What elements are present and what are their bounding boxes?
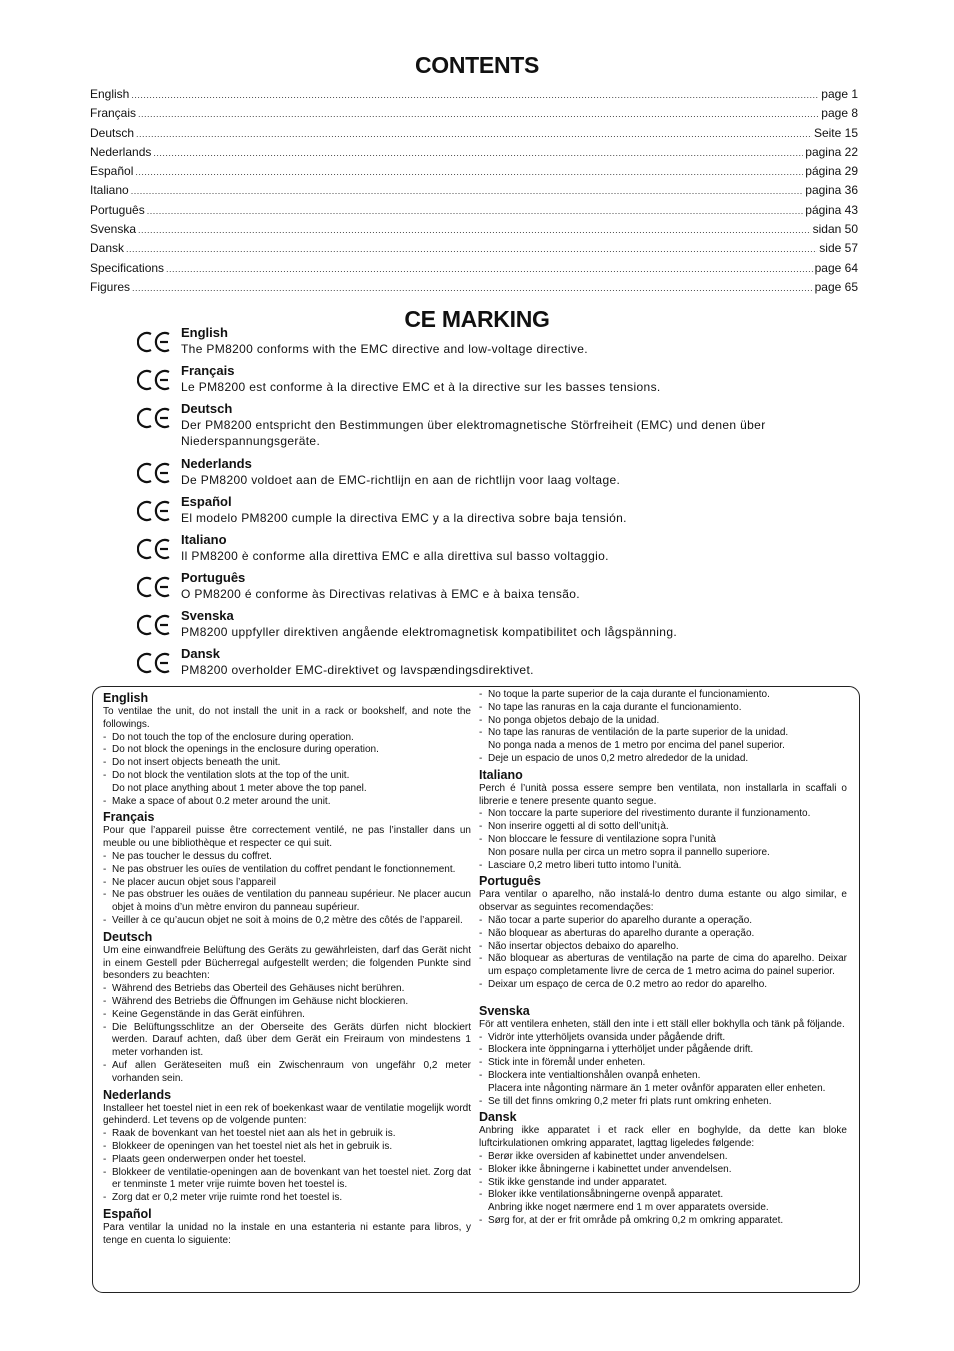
ventilation-section-title: Svenska [479, 1003, 530, 1018]
ce-marking-title: CE MARKING [404, 306, 550, 332]
ventilation-instruction: - Deje un espacio de unos 0,2 metro alrededor de la unidad. [479, 753, 847, 766]
ventilation-instruction: - No toque la parte superior de la caja durante el funcionamiento. [479, 689, 847, 702]
ventilation-instruction: - No tape las ranuras en la caja durante el funcionamiento. [479, 702, 847, 715]
ce-marking-language: Italiano [181, 532, 227, 547]
ventilation-instruction: - Die Belüftungsschlitze an der Oberseite des Geräts dürfen nicht blockiert werden. Darauf achten, daß über dem Gerät ein Freiraum von mindestens 1 meter vorhanden ist. [103, 1022, 471, 1060]
toc-entry[interactable] [90, 280, 858, 299]
toc-entry-label: English [90, 87, 130, 101]
toc-entry-label: Italiano [90, 183, 129, 198]
ventilation-instruction: - Do not block the ventilation slots at the top of the unit. Do not place anything about 1 meter above the top panel. [103, 770, 471, 796]
ventilation-instruction: - Non bloccare le fessure di ventilazione sopra l’unità Non posare nulla per circa un metro sopra il pannello superiore. [479, 834, 847, 860]
ventilation-section [479, 689, 847, 766]
toc-leader-dots [131, 90, 819, 100]
toc-leader-dots [132, 283, 813, 293]
ce-marking-statement: The PM8200 conforms with the EMC directive and low-voltage directive. [181, 342, 588, 356]
ventilation-section-intro: Perch é l’unità possa essere sempre ben ventilata, non installarla in scaffali o librerie e tenere presente quanto segue. [479, 782, 847, 807]
ventilation-section [103, 1088, 471, 1205]
ventilation-section [103, 1207, 471, 1248]
ventilation-section-title: Français [103, 810, 155, 825]
ventilation-instruction: - Auf allen Geräteseiten muß ein Zwischenraum von ungefähr 0,2 meter vorhanden sein. [103, 1060, 471, 1086]
toc-entry-page: Seite 15 [813, 125, 858, 140]
ventilation-instruction: - Ne pas toucher le dessus du coffret. [103, 851, 471, 864]
ce-marking-list [134, 325, 854, 684]
ventilation-column-right [479, 689, 847, 1228]
toc-leader-dots [166, 264, 813, 274]
ventilation-section-title: Italiano [479, 767, 523, 782]
ventilation-section [479, 874, 847, 991]
ventilation-instruction-list [479, 1032, 847, 1109]
toc-entry[interactable] [90, 145, 858, 164]
toc-leader-dots [153, 148, 803, 158]
ventilation-instruction-list [479, 915, 847, 992]
ventilation-instruction-list [479, 808, 847, 872]
toc-entry-label: Deutsch [90, 125, 135, 140]
ce-marking-item [134, 401, 854, 456]
ventilation-instruction: - Ne placer aucun objet sous l’appareil [103, 877, 471, 890]
ventilation-instruction: - Während des Betriebs das Oberteil des Gehäuses nicht berühren. [103, 983, 471, 996]
ventilation-instruction-list [103, 1128, 471, 1205]
ventilation-instruction: - Während des Betriebs die Öffnungen im Gehäuse nicht blockieren. [103, 996, 471, 1009]
ventilation-instruction: - Do not insert objects beneath the unit. [103, 757, 471, 770]
ventilation-instruction-list [103, 851, 471, 928]
toc-entry[interactable] [90, 126, 858, 145]
ce-marking-language: Nederlands [181, 456, 252, 471]
ventilation-section-intro: To ventilae the unit, do not install the unit in a rack or bookshelf, and note the followings. [103, 706, 471, 730]
ce-marking-language: Français [181, 363, 235, 378]
ventilation-section-title: Nederlands [103, 1087, 172, 1102]
toc-entry-page: page 8 [821, 106, 858, 121]
toc-entry-page: página 43 [805, 202, 858, 217]
toc-entry-page: page 1 [821, 87, 858, 101]
ventilation-section [103, 691, 471, 808]
ventilation-instruction: - Bloker ikke åbningerne i kabinettet under anvendelsen. [479, 1164, 847, 1177]
ce-marking-statement: PM8200 overholder EMC-direktivet og lavspændingsdirektivet. [181, 663, 534, 677]
ventilation-section-intro: Um eine einwandfreie Belüftung des Geräts zu gewährleisten, darf das Gerät nicht in einem Gestell pder Bücherregal aufgestellt werden; die folgenden Punkte sind besonders zu beachten: [103, 944, 471, 982]
ce-marking-statement: Il PM8200 è conforme alla direttiva EMC e alla direttiva sul basso voltaggio. [181, 549, 609, 563]
ventilation-section-title: Deutsch [103, 929, 153, 944]
ventilation-instruction: - Non toccare la parte superiore del rivestimento durante il funzionamento. [479, 808, 847, 821]
toc-entry-label: Português [90, 202, 145, 217]
ventilation-section [103, 930, 471, 1086]
ventilation-section-title: Português [479, 874, 541, 889]
ce-marking-item [134, 532, 854, 570]
ventilation-instruction: - Stick inte in föremål under enheten. [479, 1057, 847, 1070]
table-of-contents [90, 87, 858, 299]
ventilation-notice-box [92, 686, 860, 1293]
ventilation-instruction: - Sørg for, at der er frit område på omkring 0,2 m omkring apparatet. [479, 1215, 847, 1228]
toc-entry-label: Français [90, 106, 137, 121]
toc-entry[interactable] [90, 106, 858, 125]
ce-marking-language: English [181, 325, 228, 340]
ce-mark-icon [137, 538, 171, 560]
toc-entry-label: Dansk [90, 241, 125, 256]
ventilation-section [103, 810, 471, 927]
ce-mark-icon [137, 614, 171, 636]
ventilation-instruction: - Não bloquear as aberturas do aparelho durante a operação. [479, 928, 847, 941]
toc-leader-dots [136, 129, 812, 139]
ventilation-instruction: - Não insertar objectos debaixo do aparelho. [479, 941, 847, 954]
ventilation-instruction-list [103, 983, 471, 1085]
ventilation-column-left [103, 689, 471, 1247]
toc-entry-page: page 65 [814, 279, 858, 294]
toc-entry-label: Specifications [90, 260, 165, 275]
ce-mark-icon [137, 500, 171, 522]
ventilation-instruction: - Stik ikke genstande ind under apparatet. [479, 1177, 847, 1190]
ce-marking-statement: O PM8200 é conforme às Directivas relativas à EMC e à baixa tensão. [181, 587, 580, 601]
ce-marking-statement: De PM8200 voldoet aan de EMC-richtlijn en aan de richtlijn voor laag voltage. [181, 473, 621, 487]
ventilation-section-title: Dansk [479, 1110, 517, 1125]
ventilation-instruction: - Vidrör inte ytterhöljets ovansida under pågående drift. [479, 1032, 847, 1045]
ce-mark-icon [137, 407, 171, 429]
ventilation-instruction: - Zorg dat er 0,2 meter vrije ruimte rond het toestel is. [103, 1192, 471, 1205]
ventilation-instruction: - Keine Gegenstände in das Gerät einführen. [103, 1009, 471, 1022]
toc-entry-page: pagina 22 [805, 144, 858, 159]
ventilation-instruction-list [103, 732, 471, 809]
toc-entry-page: página 29 [805, 164, 858, 179]
ventilation-instruction: - Blockera inte ventialtionshålen ovanpå enheten. Placera inte någonting närmare än 1 meter ovånför apparaten eller enheten. [479, 1070, 847, 1096]
ventilation-instruction: - Plaats geen onderwerpen onder het toestel. [103, 1154, 471, 1167]
ce-marking-language: Deutsch [181, 401, 233, 416]
toc-leader-dots [138, 225, 811, 235]
ventilation-instruction: - Se till det finns omkring 0,2 meter fri plats runt omkring enheten. [479, 1096, 847, 1109]
ventilation-instruction: - Blokkeer de ventilatie-openingen aan de bovenkant van het toestel niet. Zorg dat er tenminste 1 meter vrije ruimte boven het toestel is. [103, 1167, 471, 1193]
ventilation-instruction: - Não bloquear as aberturas de ventilação na parte de cima do aparelho. Deixar um espaço completamente livre de cerca de 1 metro acima do painel superior. [479, 953, 847, 979]
toc-entry-page: side 57 [819, 241, 858, 256]
ventilation-instruction: - Ne pas obstruer les ouäes de ventilation du panneau supérieur. Ne placer aucun objet à moins d’un mètre environ du panneau supérieur. [103, 889, 471, 915]
ce-marking-item [134, 456, 854, 494]
ventilation-instruction: - Lasciare 0,2 metro liberi tutto intomo l’unità. [479, 860, 847, 873]
toc-leader-dots [135, 167, 803, 177]
ventilation-section-intro: Para ventilar o aparelho, não instalá-lo dentro duma estante ou algo similar, e observar as seguintes recomendações: [479, 889, 847, 914]
ventilation-section-intro: Pour que l’appareil puisse être correctement ventilé, ne pas l’installer dans un meuble ou une bibliothèque et respecter ce qui suit. [103, 825, 471, 850]
ventilation-instruction: - Blockera inte öppningarna i ytterhöljet under pågående drift. [479, 1044, 847, 1057]
toc-leader-dots [131, 186, 804, 196]
ce-mark-icon [137, 576, 171, 598]
toc-entry[interactable] [90, 164, 858, 183]
ventilation-instruction: - Non inserire oggetti al di sotto dell’unit¡à. [479, 821, 847, 834]
ventilation-instruction: - Make a space of about 0.2 meter around the unit. [103, 796, 471, 809]
toc-entry[interactable] [90, 183, 858, 202]
ventilation-instruction: - Berør ikke oversiden af kabinettet under anvendelsen. [479, 1151, 847, 1164]
ce-mark-icon [137, 462, 171, 484]
ce-mark-icon [137, 652, 171, 674]
ventilation-instruction: - Do not block the openings in the enclosure during operation. [103, 744, 471, 757]
ce-marking-item [134, 570, 854, 608]
ce-marking-language: Svenska [181, 608, 234, 623]
toc-entry[interactable] [90, 222, 858, 241]
toc-entry[interactable] [90, 87, 858, 106]
ce-marking-item [134, 608, 854, 646]
ce-marking-item [134, 646, 854, 684]
ventilation-section-intro: Installeer het toestel niet in een rek of boekenkast waar de ventilatie mogelijk wordt gehinderd. Let tevens op de volgende punten: [103, 1102, 471, 1127]
toc-leader-dots [138, 109, 819, 119]
toc-entry-label: Español [90, 164, 134, 179]
toc-entry-label: Nederlands [90, 144, 152, 159]
ventilation-instruction: - No ponga objetos debajo de la unidad. [479, 715, 847, 728]
ce-marking-item [134, 494, 854, 532]
toc-entry-label: Svenska [90, 222, 137, 237]
ventilation-instruction: - Não tocar a parte superior do aparelho durante a operação. [479, 915, 847, 928]
ventilation-section-intro: Anbring ikke apparatet i et rack eller en boghylde, da dette kan bloke luftcirkulationen omkring apparatet, lagttag ligeledes følgende: [479, 1125, 847, 1150]
toc-entry[interactable] [90, 203, 858, 222]
ventilation-section [479, 768, 847, 873]
ventilation-instruction: - Raak de bovenkant van het toestel niet aan als het in gebruik is. [103, 1128, 471, 1141]
toc-entry[interactable] [90, 241, 858, 260]
ce-marking-statement: PM8200 uppfyller direktiven angående elektromagnetisk kompatibilitet och lågspänning. [181, 625, 678, 639]
toc-leader-dots [126, 244, 817, 254]
ventilation-section-intro: För att ventilera enheten, ställ den inte i ett ställ eller bokhylla och tänk på följande. [479, 1018, 845, 1030]
ventilation-section [479, 1004, 847, 1109]
ventilation-instruction: - Bloker ikke ventilationsåbningerne ovenpå apparatet. Anbring ikke noget nærmere end 1 m over apparatets overside. [479, 1189, 847, 1215]
ventilation-instruction: - No tape las ranuras de ventilación de la parte superior de la unidad. No ponga nada a menos de 1 metro por encima del panel superior. [479, 727, 847, 753]
ce-marking-item [134, 325, 854, 363]
ventilation-instruction: - Ne pas obstruer les ouïes de ventilation du coffret pendant le fonctionnement. [103, 864, 471, 877]
ce-marking-statement: Le PM8200 est conforme à la directive EMC et à la directive sur les basses tensions. [181, 380, 661, 394]
ce-marking-statement: El modelo PM8200 cumple la directiva EMC y a la directiva sobre baja tensión. [181, 511, 627, 525]
ventilation-section-title: Español [103, 1206, 152, 1221]
ce-marking-statement: Der PM8200 entspricht den Bestimmungen über elektromagnetische Störfreiheit (EMC) und denen über Niederspannungsgeräte. [181, 418, 766, 448]
toc-entry-label: Figures [90, 279, 131, 294]
ce-mark-icon [137, 369, 171, 391]
toc-entry-page: page 64 [814, 260, 858, 275]
ventilation-instruction: - Blokkeer de openingen van het toestel niet als het in gebruik is. [103, 1141, 471, 1154]
ce-mark-icon [137, 331, 171, 353]
ce-marking-language: Español [181, 494, 232, 509]
contents-title: CONTENTS [414, 52, 540, 78]
ce-marking-language: Dansk [181, 646, 221, 661]
ventilation-section-title: English [103, 691, 149, 705]
toc-entry[interactable] [90, 261, 858, 280]
toc-entry-page: pagina 36 [805, 183, 858, 198]
ventilation-section [479, 1110, 847, 1227]
ce-marking-language: Português [181, 570, 246, 585]
ventilation-section-intro: Para ventilar la unidad no la instale en una estanteria ni estante para libros, y tenge en cuenta lo siguiente: [103, 1221, 471, 1246]
ventilation-instruction: - Do not touch the top of the enclosure during operation. [103, 732, 471, 745]
toc-entry-page: sidan 50 [812, 222, 858, 237]
ventilation-instruction: - Veiller à ce qu’aucun objet ne soit à moins de 0,2 mètre des côtés de l’appareil. [103, 915, 471, 928]
ventilation-instruction-list [479, 689, 847, 766]
ventilation-instruction: - Deixar um espaço de cerca de 0.2 metro ao redor do aparelho. [479, 979, 847, 992]
ce-marking-item [134, 363, 854, 401]
ventilation-instruction-list [479, 1151, 847, 1228]
toc-leader-dots [147, 206, 804, 216]
